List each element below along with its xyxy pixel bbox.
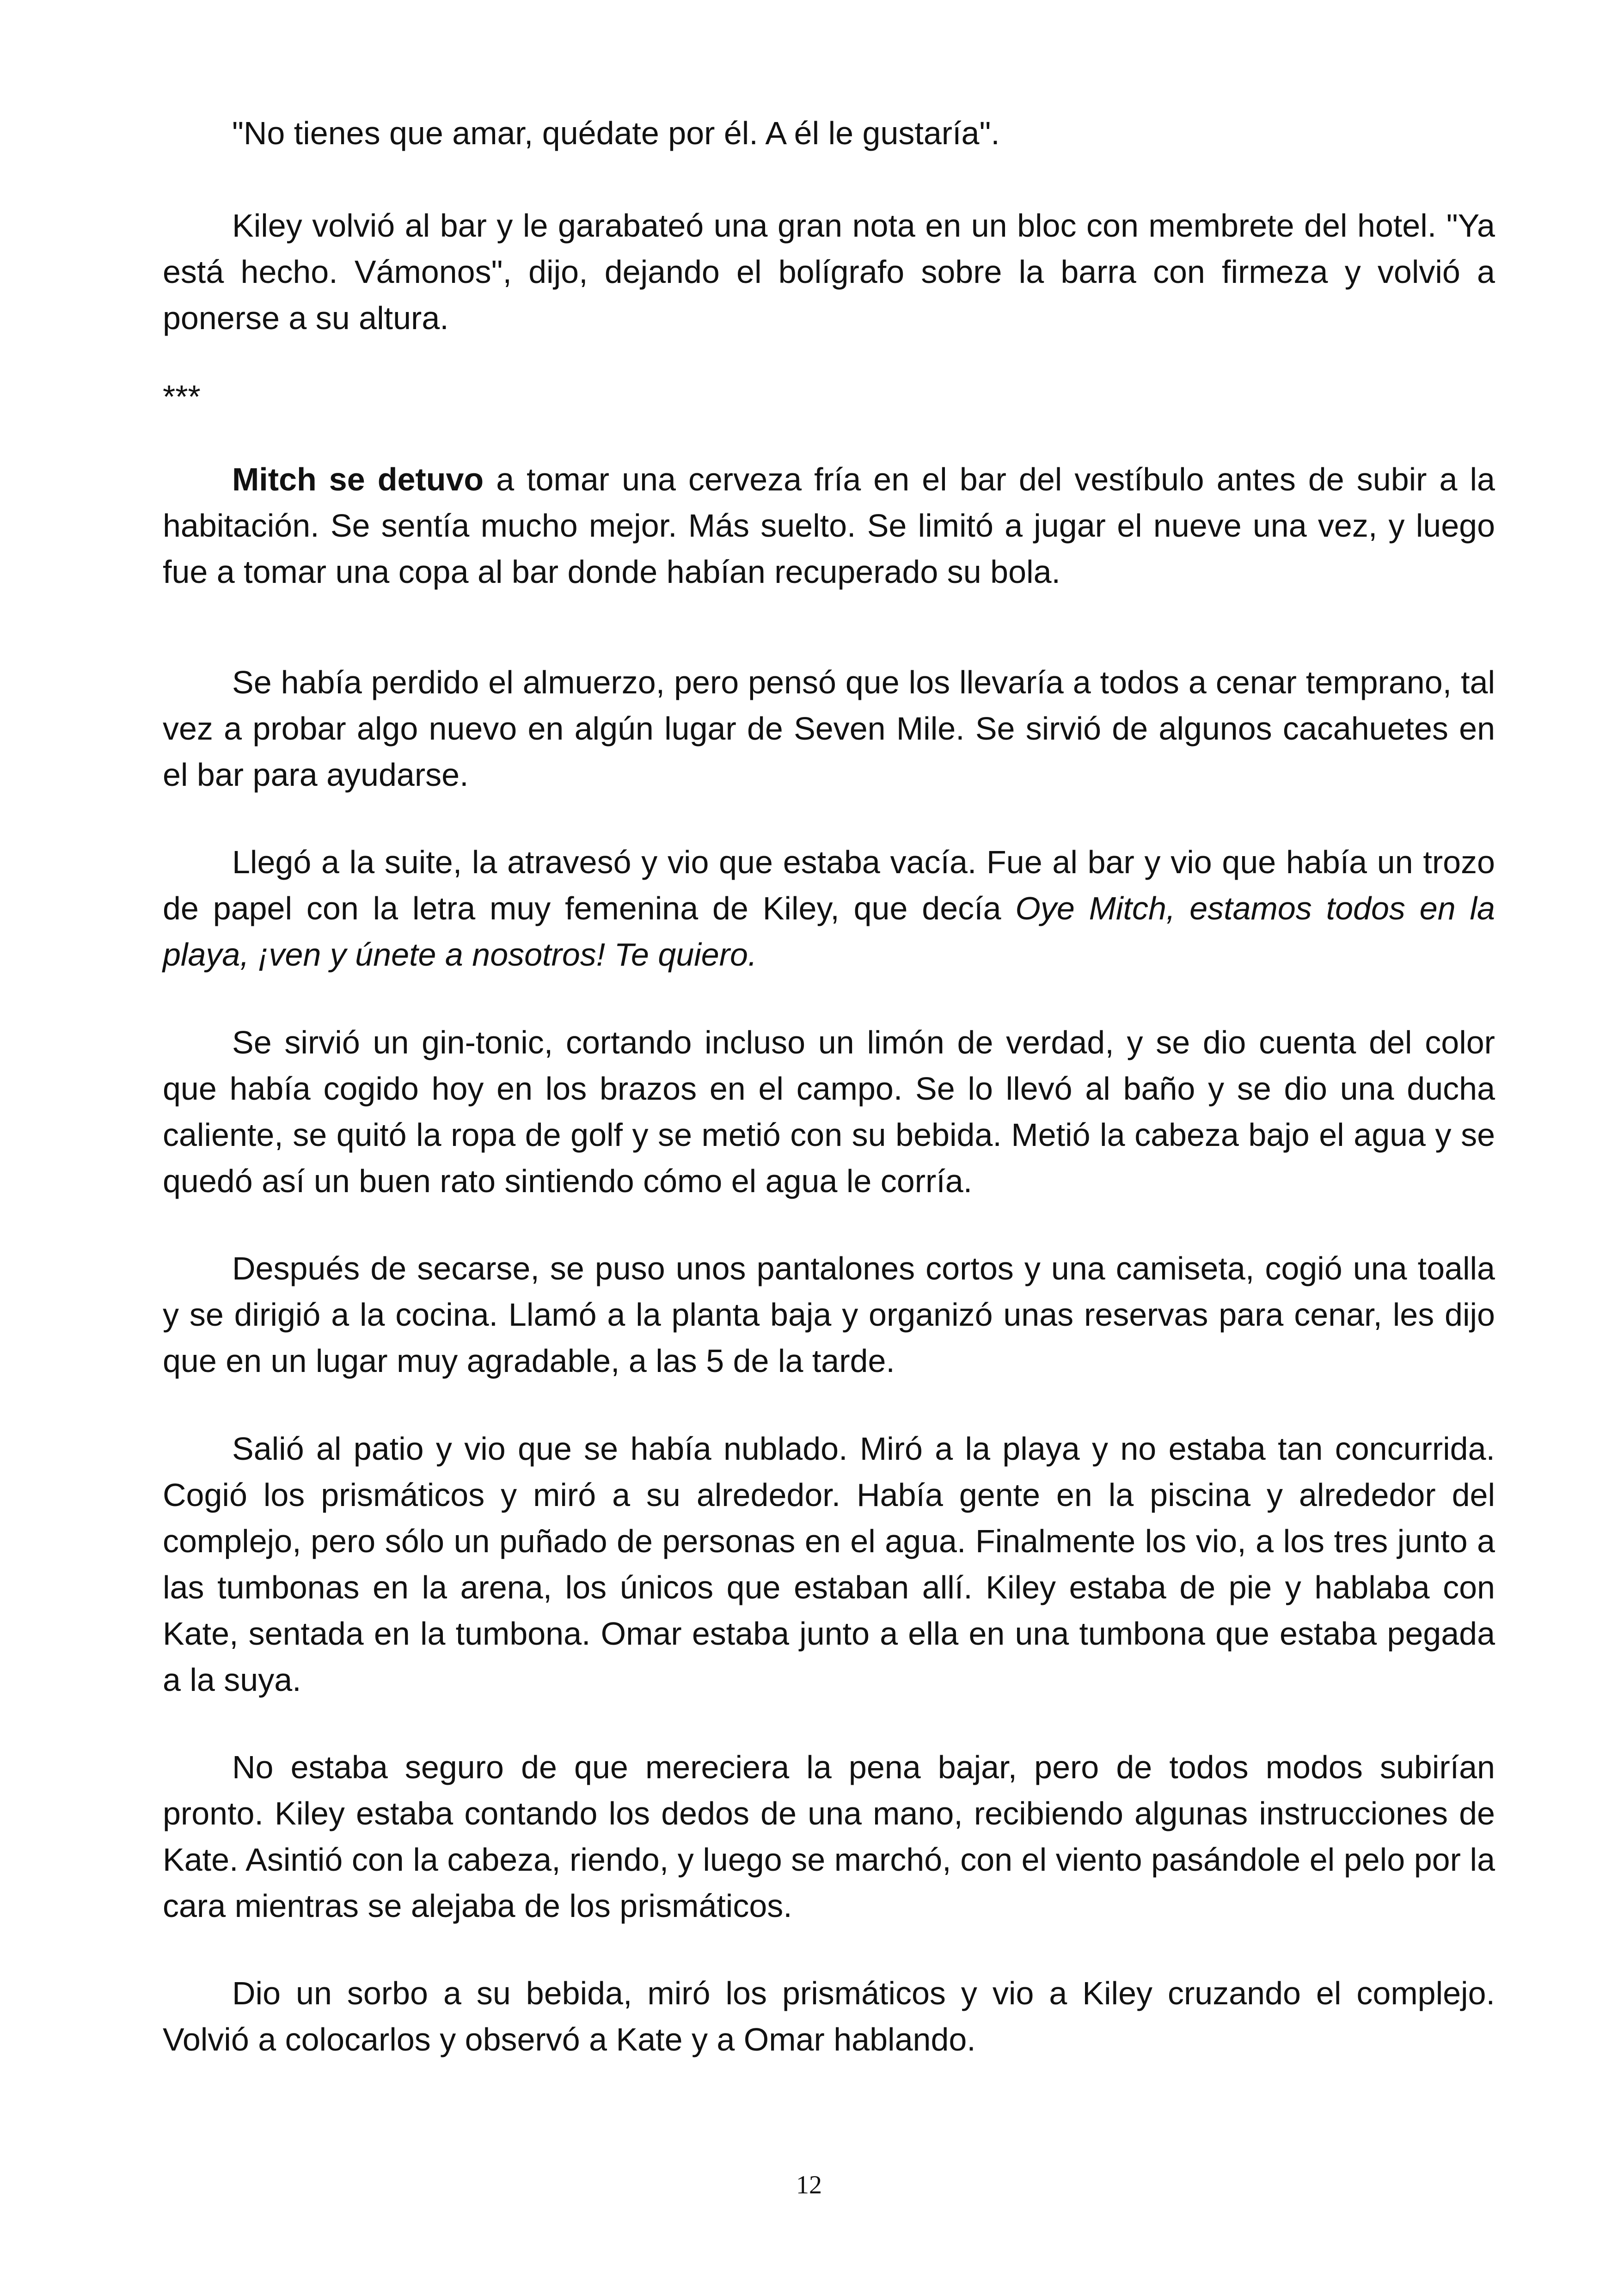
separator-text: ***: [163, 379, 201, 415]
paragraph-text: Se había perdido el almuerzo, pero pensó que los llevaría a todos a cenar temprano, tal vez a probar algo nuevo en algún lugar de Seven Mile. Se sirvió de algunos cacahuetes en el bar para ayudarse.: [163, 664, 1495, 793]
paragraph-3: [163, 456, 1495, 595]
paragraph-text: Se sirvió un gin-tonic, cortando incluso un limón de verdad, y se dio cuenta del color que había cogido hoy en los brazos en el campo. Se lo llevó al baño y se dio una ducha caliente, se quitó la ropa de golf y se metió con su bebida. Metió la cabeza bajo el agua y se quedó así un buen rato sintiendo cómo el agua le corría.: [163, 1024, 1495, 1199]
paragraph-1: [163, 110, 1495, 156]
paragraph-10: [163, 1970, 1495, 2063]
paragraph-8: [163, 1426, 1495, 1703]
paragraph-text: [163, 456, 1495, 595]
paragraph-continuation: a tomar una cerveza fría en el bar del vestíbulo antes de subir a la habitación. Se sentía mucho mejor. Más suelto. Se limitó a jugar el nueve una vez, y luego fue a tomar una copa al bar donde habían recuperado su bola.: [163, 461, 1495, 590]
paragraph-5: [163, 839, 1495, 978]
paragraph-text: Kiley volvió al bar y le garabateó una gran nota en un bloc con membrete del hotel. "Ya está hecho. Vámonos", dijo, dejando el bolígrafo sobre la barra con firmeza y volvió a ponerse a su altura.: [163, 208, 1495, 336]
paragraph-text: Después de secarse, se puso unos pantalones cortos y una camiseta, cogió una toalla y se dirigió a la cocina. Llamó a la planta baja y organizó unas reservas para cenar, les dijo que en un lugar muy agradable, a las 5 de la tarde.: [163, 1250, 1495, 1379]
note-quote: Oye Mitch, estamos todos en la playa, ¡ven y únete a nosotros! Te quiero.: [163, 890, 1495, 973]
paragraph-text: No estaba seguro de que mereciera la pena bajar, pero de todos modos subirían pronto. Kiley estaba contando los dedos de una mano, recibiendo algunas instrucciones de Kate. Asintió con la cabeza, riendo, y luego se marchó, con el viento pasándole el pelo por la cara mientras se alejaba de los prismáticos.: [163, 1749, 1495, 1924]
paragraph-plain-text: Llegó a la suite, la atravesó y vio que estaba vacía. Fue al bar y vio que había un trozo de papel con la letra muy femenina de Kiley, que decía: [163, 844, 1495, 926]
paragraph-text: "No tienes que amar, quédate por él. A él le gustaría".: [232, 115, 1000, 151]
paragraph-6: [163, 1019, 1495, 1204]
paragraph-text: Dio un sorbo a su bebida, miró los prismáticos y vio a Kiley cruzando el complejo. Volvió a colocarlos y observó a Kate y a Omar hablando.: [163, 1975, 1495, 2057]
page-number: 12: [796, 2171, 822, 2199]
bold-lead-in: Mitch se detuvo: [232, 461, 484, 497]
paragraph-2: [163, 202, 1495, 341]
paragraph-4: [163, 659, 1495, 798]
paragraph-text: [163, 839, 1495, 978]
paragraph-7: [163, 1245, 1495, 1384]
section-separator: [163, 373, 1495, 420]
paragraph-9: [163, 1744, 1495, 1929]
paragraph-text: Salió al patio y vio que se había nublado. Miró a la playa y no estaba tan concurrida. Cogió los prismáticos y miró a su alrededor. Había gente en la piscina y alrededor del complejo, pero sólo un puñado de personas en el agua. Finalmente los vio, a los tres junto a las tumbonas en la arena, los únicos que estaban allí. Kiley estaba de pie y hablaba con Kate, sentada en la tumbona. Omar estaba junto a ella en una tumbona que estaba pegada a la suya.: [163, 1431, 1495, 1698]
